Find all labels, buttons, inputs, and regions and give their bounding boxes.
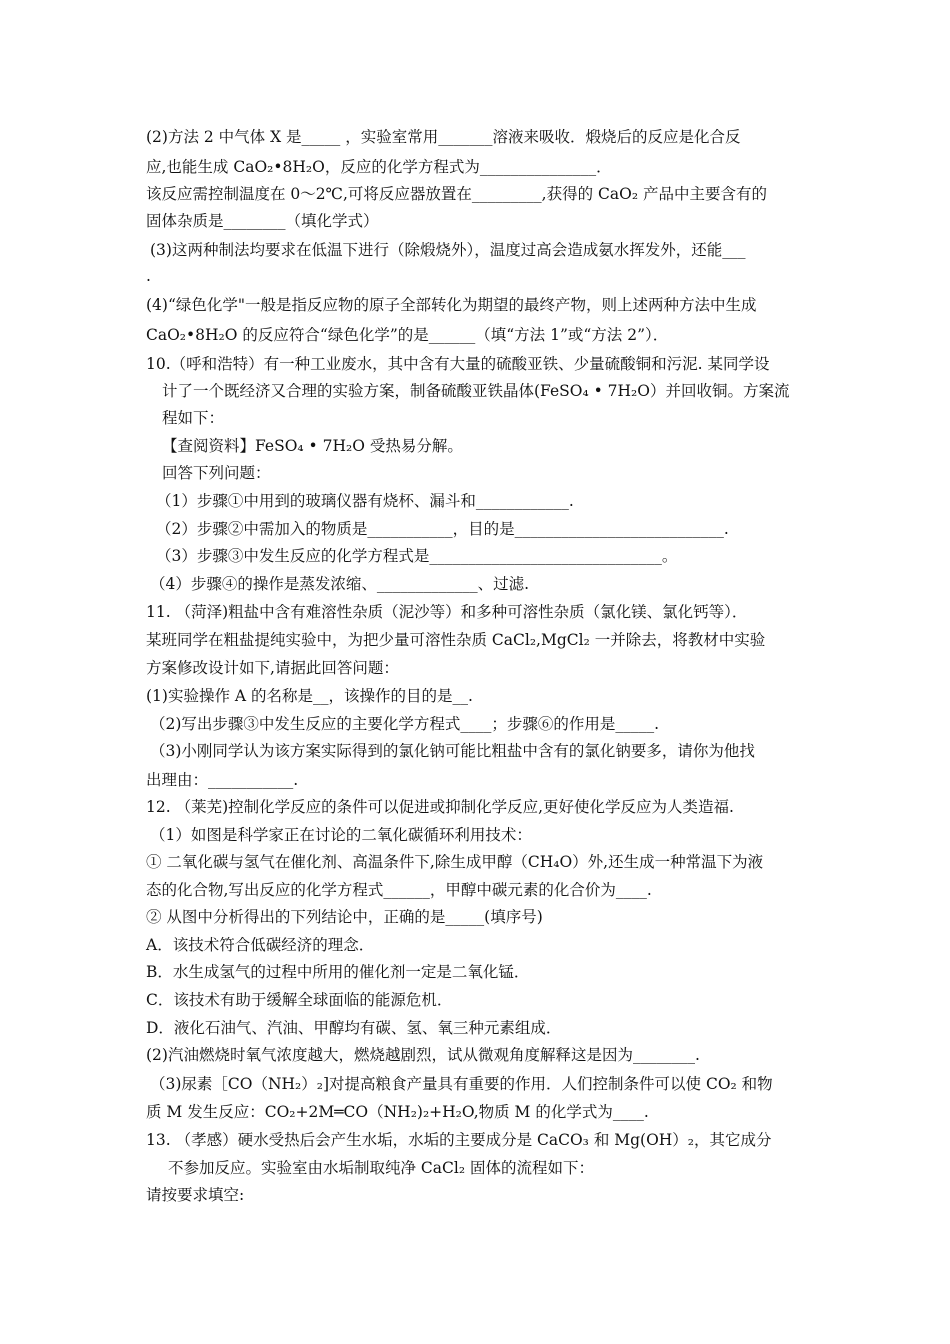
text-line: （2)写出步骤③中发生反应的主要化学方程式____；步骤⑥的作用是_____. xyxy=(150,715,660,733)
text-line: . xyxy=(146,267,151,285)
text-line: （3)小刚同学认为该方案实际得到的氯化钠可能比粗盐中含有的氯化钠要多，请你为他找 xyxy=(150,742,755,760)
question-13-line: 13. （孝感）硬水受热后会产生水垢，水垢的主要成分是 CaCO₃ 和 Mg(OH）₂，其它成分 xyxy=(146,1131,772,1149)
text-line: 回答下列问题： xyxy=(162,464,271,482)
text-line: (3)这两种制法均要求在低温下进行（除煅烧外），温度过高会造成氨水挥发外，还能___ xyxy=(150,241,746,259)
text-line: 该反应需控制温度在 0～2℃,可将反应器放置在_________,获得的 CaO₂ 产品中主要含有的 xyxy=(146,185,767,203)
option-d: D．液化石油气、汽油、甲醇均有碳、氢、氧三种元素组成． xyxy=(146,1019,562,1037)
text-line: 请按要求填空: xyxy=(146,1186,245,1204)
text-line: 某班同学在粗盐提纯实验中，为把少量可溶性杂质 CaCl₂,MgCl₂ 一并除去，将教材中实验 xyxy=(146,631,766,649)
text-line: 不参加反应。实验室由水垢制取纯净 CaCl₂ 固体的流程如下： xyxy=(168,1159,594,1177)
text-line: （3)尿素［CO（NH₂）₂]对提高粮食产量具有重要的作用．人们控制条件可以使 CO₂ 和物 xyxy=(150,1075,773,1093)
question-11-line: 11. （菏泽)粗盐中含有难溶性杂质（泥沙等）和多种可溶性杂质（氯化镁、氯化钙等）． xyxy=(146,603,748,621)
text-line: ② 从图中分析得出的下列结论中，正确的是_____(填序号) xyxy=(146,908,543,926)
text-line: (1)实验操作 A 的名称是__，该操作的目的是__. xyxy=(146,687,473,705)
text-line: （4）步骤④的操作是蒸发浓缩、_____________、过滤. xyxy=(150,575,530,593)
text-line: （1）如图是科学家正在讨论的二氧化碳循环利用技术： xyxy=(150,826,532,844)
text-line: 应,也能生成 CaO₂•8H₂O，反应的化学方程式为_______________． xyxy=(146,158,612,176)
text-line: (2)方法 2 中气体 X 是_____ ，实验室常用_______溶液来吸收．煅烧后的反应是化合反 xyxy=(146,128,741,146)
text-line: （2）步骤②中需加入的物质是___________，目的是___________________________. xyxy=(156,520,729,538)
text-line: 质 M 发生反应：CO₂+2M═CO（NH₂)₂+H₂O,物质 M 的化学式为____. xyxy=(146,1103,649,1121)
text-line: (4)“绿色化学"一般是指反应物的原子全部转化为期望的最终产物，则上述两种方法中生成 xyxy=(146,296,757,314)
text-line: 固体杂质是________（填化学式） xyxy=(146,212,379,230)
text-line: 方案修改设计如下,请据此回答问题： xyxy=(146,659,399,677)
text-line: CaO₂•8H₂O 的反应符合“绿色化学”的是______（填“方法 1”或“方法 2”）． xyxy=(146,326,669,344)
question-10-line: 10.（呼和浩特）有一种工业废水，其中含有大量的硫酸亚铁、少量硫酸铜和污泥. 某同学设 xyxy=(146,355,770,373)
text-line: 【查阅资料】FeSO₄ • 7H₂O 受热易分解。 xyxy=(162,437,463,455)
option-a: A．该技术符合低碳经济的理念． xyxy=(146,936,375,954)
text-line: ① 二氧化碳与氢气在催化剂、高温条件下,除生成甲醇（CH₄O）外,还生成一种常温下为液 xyxy=(146,853,764,871)
text-line: 程如下： xyxy=(162,409,225,427)
option-c: C．该技术有助于缓解全球面临的能源危机． xyxy=(146,991,453,1009)
text-line: （1）步骤①中用到的玻璃仪器有烧杯、漏斗和____________. xyxy=(156,492,574,510)
text-line: 计了一个既经济又合理的实验方案，制备硫酸亚铁晶体(FeSO₄ • 7H₂O）并回收铜。方案流 xyxy=(162,382,790,400)
text-line: （3）步骤③中发生反应的化学方程式是______________________________。 xyxy=(156,547,678,565)
option-b: B．水生成氢气的过程中所用的催化剂一定是二氧化锰． xyxy=(146,963,530,981)
text-line: 态的化合物,写出反应的化学方程式______，甲醇中碳元素的化合价为____. xyxy=(146,881,652,899)
question-12-line: 12. （莱芜)控制化学反应的条件可以促进或抑制化学反应,更好使化学反应为人类造福. xyxy=(146,798,734,816)
text-line: 出理由：___________. xyxy=(146,771,299,789)
text-line: (2)汽油燃烧时氧气浓度越大，燃烧越剧烈，试从微观角度解释这是因为________. xyxy=(146,1046,700,1064)
